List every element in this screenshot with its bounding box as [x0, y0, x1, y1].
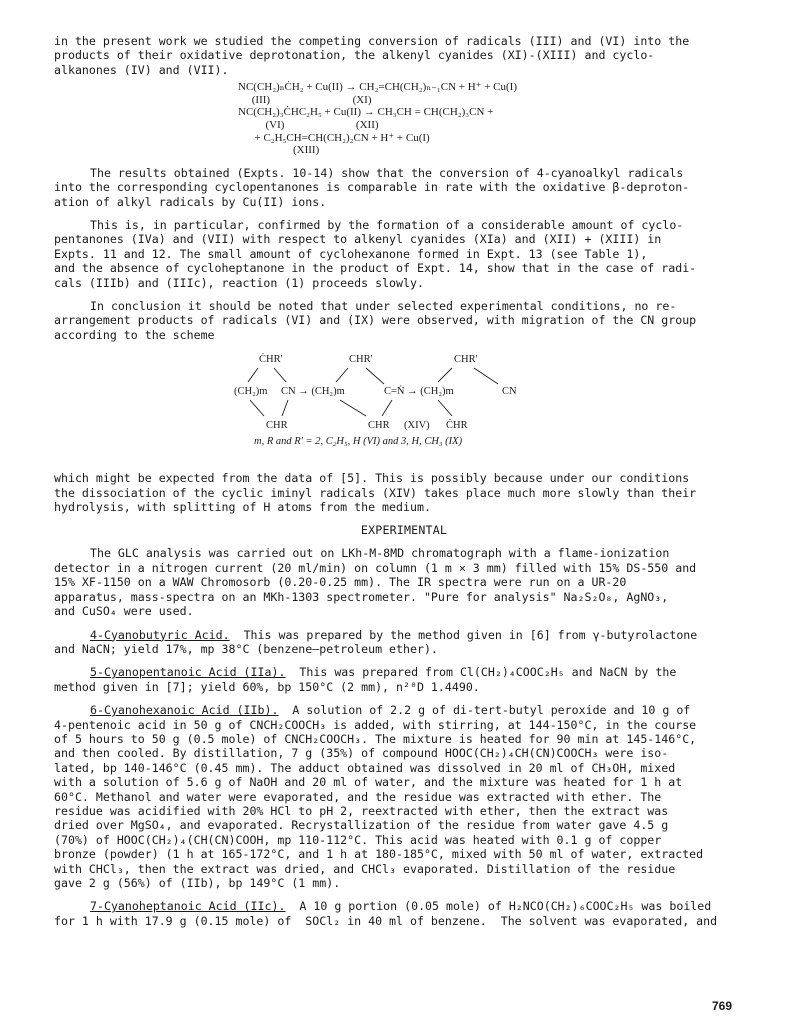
- bond-9: [438, 368, 452, 382]
- section-cyanobutyric-title: 4-Cyanobutyric Acid.: [90, 627, 230, 642]
- bond-10: [474, 368, 498, 384]
- section-cyanoheptanoic-body: A 10 g portion (0.05 mole) of H₂NCO(CH₂)₆COOC₂H₅ was boiled for 1 h with 17.9 g (0.15 mole) of SOCl₂ in 40 ml of benzene. The solvent was evaporated, and: [54, 899, 718, 928]
- confirmation-paragraph: This is, in particular, confirmed by the formation of a considerable amount of cyclo- pentanones (IVa) and (VII) with respect to alkenyl cyanides (XIa) and (XII) + (XIII) in Expts. 11 and 12. The small amount of cyclohexanone formed in Expt. 13 (see Table 1), and the absence of cycloheptanone in the product of Expt. 14, show that in the case of radi- cals (IIIb) and (IIIc), reaction (1) proceeds slowly.: [54, 218, 697, 290]
- bond-6: [366, 368, 384, 384]
- bond-11: [438, 400, 452, 416]
- page-number: 769: [712, 999, 733, 1013]
- results-paragraph: The results obtained (Expts. 10-14) show that the conversion of 4-cyanoalkyl radicals into the corresponding cyclopentanones is comparable in rate with the oxidative β-deproton- ation of alkyl radicals by Cu(II) ions.: [54, 165, 690, 209]
- section-cyanopentanoic-body: This was prepared from Cl(CH₂)₄COOC₂H₅ and NaCN by the method given in [7]; yield 60%, bp 150°C (2 mm), n²⁰D 1.4490.: [54, 665, 677, 694]
- ch2m-left: (CH₂)m: [234, 386, 268, 398]
- page-body: [54, 34, 754, 928]
- section-cyanobutyric: [54, 628, 754, 657]
- cn-right: CN: [502, 386, 517, 398]
- section-cyanopentanoic: [54, 665, 754, 694]
- bond-8: [382, 400, 392, 416]
- cn-arrow-text: CN → (CH₂)m: [281, 386, 345, 398]
- bond-4: [282, 400, 288, 416]
- chr-prime-right: CHR': [454, 354, 478, 366]
- chr-dot-right: ĊHR: [446, 420, 468, 432]
- bond-5: [336, 368, 348, 382]
- xiv-label: (XIV): [404, 420, 430, 432]
- c-eq-n-text: C=Ṅ → (CH₂)m: [384, 386, 454, 398]
- section-cyanoheptanoic-title: 7-Cyanoheptanoic Acid (IIc).: [90, 899, 286, 914]
- section-cyanopentanoic-title: 5-Cyanopentanoic Acid (IIa).: [90, 665, 286, 680]
- bond-7: [340, 400, 366, 416]
- glc-paragraph: The GLC analysis was carried out on LKh-M-8MD chromatograph with a flame-ionization detector in a nitrogen current (20 ml/min) on column (1 m × 3 mm) filled with 15% DS-550 and 15% XF-1150 on a WAW Chromosorb (0.20-0.25 mm). The IR spectra were run on a UR-20 apparatus, mass-spectra on an MKh-1303 spectrometer. "Pure for analysis" Na₂S₂O₈, AgNO₃, and CuSO₄ were used.: [54, 546, 697, 619]
- section-cyanoheptanoic: [54, 899, 754, 928]
- section-cyanobutyric-body: This was prepared by the method given in [6] from γ-butyrolactone and NaCN; yield 17%, mp 38°C (benzene—petroleum ether).: [54, 627, 698, 656]
- scheme-caption: m, R and R' = 2, C₂H₅, H (VI) and 3, H, CH₃ (IX): [254, 436, 463, 448]
- cn-migration-svg: [54, 348, 754, 460]
- section-cyanohexanoic: [54, 703, 754, 890]
- experimental-heading: EXPERIMENTAL: [360, 523, 448, 538]
- intro-paragraph: in the present work we studied the competing conversion of radicals (III) and (VI) into the products of their oxidative deprotonation, the alkenyl cyanides (XI)-(XIII) and cyclo- alkanones (IV) and (VII).: [54, 34, 690, 77]
- chr-left: CHR: [266, 420, 288, 432]
- reaction-scheme-1: NC(CH₂)ₙĊH₂ + Cu(II) → CH₂=CH(CH₂)ₙ₋₁CN + H⁺ + Cu(I) (III) (XI) NC(CH₂)₃ĊHC₂H₅ + Cu(II) → CH₃CH = CH(CH₂)₃CN + (VI) (XII) + C₂H₅CH=CH(CH₂)₂CN + H⁺ + Cu(I) (XIII): [238, 81, 517, 157]
- bond-3: [250, 400, 264, 416]
- chr-dot-1: ĊHR': [259, 354, 283, 366]
- bond-1: [248, 368, 258, 382]
- conclusion-paragraph: In conclusion it should be noted that under selected experimental conditions, no re- arrangement products of radicals (VI) and (IX) were observed, with migration of the CN group according to the scheme: [54, 299, 697, 342]
- chr-prime-mid: CHR': [349, 354, 373, 366]
- chr-mid: CHR: [368, 420, 390, 432]
- section-cyanohexanoic-title: 6-Cyanohexanoic Acid (IIb).: [90, 703, 279, 718]
- section-cyanohexanoic-body: A solution of 2.2 g of di-tert-butyl peroxide and 10 g of 4-pentenoic acid in 50 g of CNCH₂COOCH₃ is added, with stirring, at 144-150°C, in the course of 5 hours to 50 g (0.5 mole) of CNCH₂COOCH₃. The mixture is heated for 90 min at 145-146°C, and then cooled. By distillation, 7 g (35%) of compound HOOC(CH₂)₄CH(CN)COOCH₃ were iso- lated, bp 140-146°C (0.45 mm). The adduct obtained was dissolved in 20 ml of CH₃OH, mixed with a solution of 5.6 g of NaOH and 20 ml of water, and the mixture was heated for 1 h at 60°C. Methanol and water were evaporated, and the residue was extracted with ether. The residue was acidified with 20% HCl to pH 2, reextracted with ether, then the extract was dried over MgSO₄, and evaporated. Recrystallization of the residue from water gave 4.5 g (70%) of HOOC(CH₂)₄(CH(CN)COOH, mp 110-112°C. This acid was heated with 0.1 g of copper bronze (powder) (1 h at 165-172°C, and 1 h at 180-185°C, mixed with 50 ml of water, extracted with CHCl₃, then the extract was dried, and CHCl₃ evaporated. Distillation of the residue gave 2 g (56%) of (IIb), bp 149°C (1 mm).: [54, 703, 704, 890]
- bond-2: [274, 368, 286, 382]
- which-paragraph: which might be expected from the data of [5]. This is possibly because under our conditions the dissociation of the cyclic iminyl radicals (XIV) takes place much more slowly than their hydrolysis, with splitting of H atoms from the medium.: [54, 471, 697, 515]
- cn-migration-scheme: [54, 348, 754, 460]
